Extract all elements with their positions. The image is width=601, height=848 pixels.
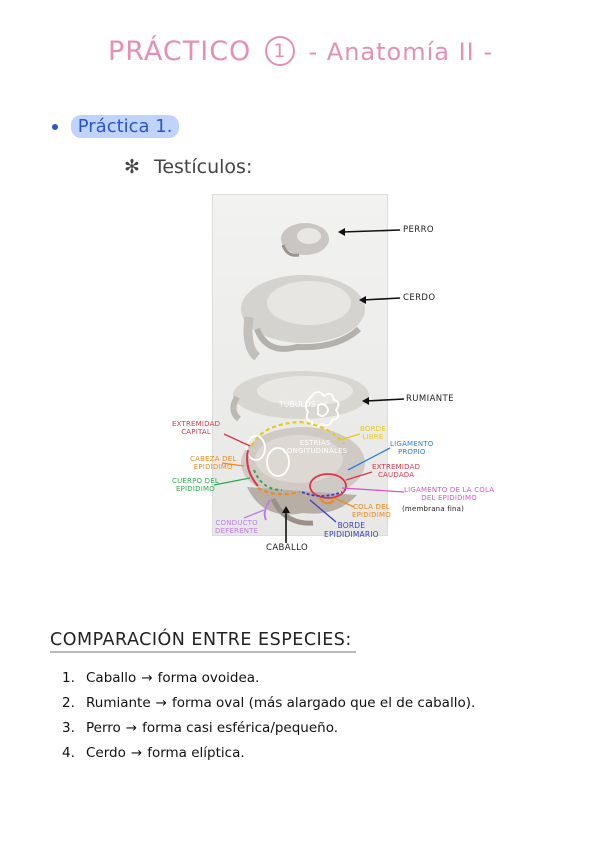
label-perro: PERRO	[403, 225, 434, 235]
label-borde-libre-line2: LIBRE	[362, 433, 384, 442]
label-cuerpo-epididimo-line2: EPIDÍDIMO	[176, 485, 215, 494]
label-cola-epididimo-line1: COLA DEL	[353, 503, 390, 511]
list-item	[62, 695, 475, 710]
item-number: 1.	[62, 670, 75, 686]
list-item	[62, 670, 475, 685]
item-species: Caballo	[86, 670, 137, 686]
estrias-label	[283, 439, 347, 455]
title-number-circle: 1	[265, 36, 295, 66]
asterisk-icon: ✻	[124, 156, 140, 178]
arrow-right-icon: →	[141, 670, 153, 686]
item-description: forma casi esférica/pequeño.	[142, 720, 339, 736]
label-conducto-deferente	[215, 519, 258, 535]
comparison-list	[62, 670, 475, 770]
label-ligamento-propio	[390, 440, 433, 456]
section-heading	[52, 116, 179, 137]
perro-testicle	[277, 219, 333, 261]
bullet-dot-icon	[52, 124, 58, 130]
label-borde-epididimario-line2: EPIDIDIMARIO	[324, 529, 379, 539]
estrias-label-line2: LONGITUDINALES	[283, 447, 348, 456]
item-description: forma ovoidea.	[157, 670, 260, 686]
item-description: forma oval (más alargado que el de caballo).	[171, 695, 476, 711]
label-borde-libre	[360, 425, 386, 441]
item-number: 4.	[62, 745, 75, 761]
list-item	[62, 745, 475, 760]
comparison-title	[50, 630, 352, 650]
label-membrana-fina: (membrana fina)	[402, 505, 465, 513]
label-extremidad-caudada-line1: EXTREMIDAD	[372, 463, 421, 471]
item-species: Perro	[86, 720, 121, 736]
label-borde-epididimario	[324, 522, 379, 539]
label-ligamento-propio-line2: PROPIO	[397, 448, 426, 457]
label-conducto-deferente-line1: CONDUCTO	[215, 519, 258, 527]
label-extremidad-capital-line1: EXTREMIDAD	[172, 420, 221, 428]
label-ligamento-cola-line1: LIGAMENTO DE LA COLA	[404, 486, 495, 494]
subsection-label: Testículos:	[153, 156, 253, 178]
label-cabeza-epididimo	[190, 455, 236, 471]
label-cola-epididimo	[352, 503, 391, 519]
estrias-label-line1: ESTRÍAS	[299, 439, 331, 447]
title-prefix: PRÁCTICO	[107, 36, 252, 67]
label-conducto-deferente-line2: DEFERENTE	[215, 527, 259, 536]
label-borde-epididimario-line1: BORDE	[337, 521, 366, 530]
label-cuerpo-epididimo-line1: CUERPO DEL	[172, 477, 219, 485]
subsection-heading	[124, 156, 252, 178]
label-cuerpo-epididimo	[172, 477, 219, 493]
item-description: forma elíptica.	[147, 745, 245, 761]
label-ligamento-cola	[404, 486, 494, 502]
rumiante-testicle	[223, 367, 373, 423]
specimen-photo	[212, 194, 388, 536]
arrow-right-icon: →	[155, 695, 167, 711]
label-borde-libre-line1: BORDE	[360, 425, 386, 433]
label-caballo: CABALLO	[266, 543, 309, 553]
title-subtitle: - Anatomía II -	[308, 38, 494, 66]
section-label: Práctica 1.	[71, 115, 180, 138]
page-title	[0, 36, 601, 67]
list-item	[62, 720, 475, 735]
label-ligamento-cola-line2: DEL EPIDÍDIMO	[421, 494, 477, 503]
tubulos-label: TÚBULOS	[279, 400, 316, 409]
label-extremidad-caudada-line2: CAUDADA	[377, 471, 415, 480]
label-cabeza-epididimo-line1: CABEZA DEL	[190, 455, 237, 463]
label-extremidad-capital-line2: CAPITAL	[181, 428, 211, 437]
label-extremidad-caudada	[372, 463, 420, 479]
item-species: Cerdo	[86, 745, 126, 761]
item-number: 2.	[62, 695, 75, 711]
arrow-right-icon: →	[130, 745, 143, 761]
label-extremidad-capital	[172, 420, 220, 436]
label-cabeza-epididimo-line2: EPIDÍDIMO	[193, 463, 233, 472]
label-cola-epididimo-line2: EPIDÍDIMO	[352, 511, 391, 520]
comparison-title-text: COMPARACIÓN ENTRE ESPECIES:	[50, 630, 352, 650]
comparison-title-underline	[50, 651, 356, 653]
label-rumiante: RUMIANTE	[406, 394, 454, 404]
arrow-right-icon: →	[125, 720, 138, 736]
item-species: Rumiante	[86, 695, 151, 711]
label-ligamento-propio-line1: LIGAMENTO	[390, 440, 434, 448]
item-number: 3.	[62, 720, 75, 736]
label-cerdo: CERDO	[403, 293, 436, 303]
cerdo-testicle	[227, 269, 375, 361]
